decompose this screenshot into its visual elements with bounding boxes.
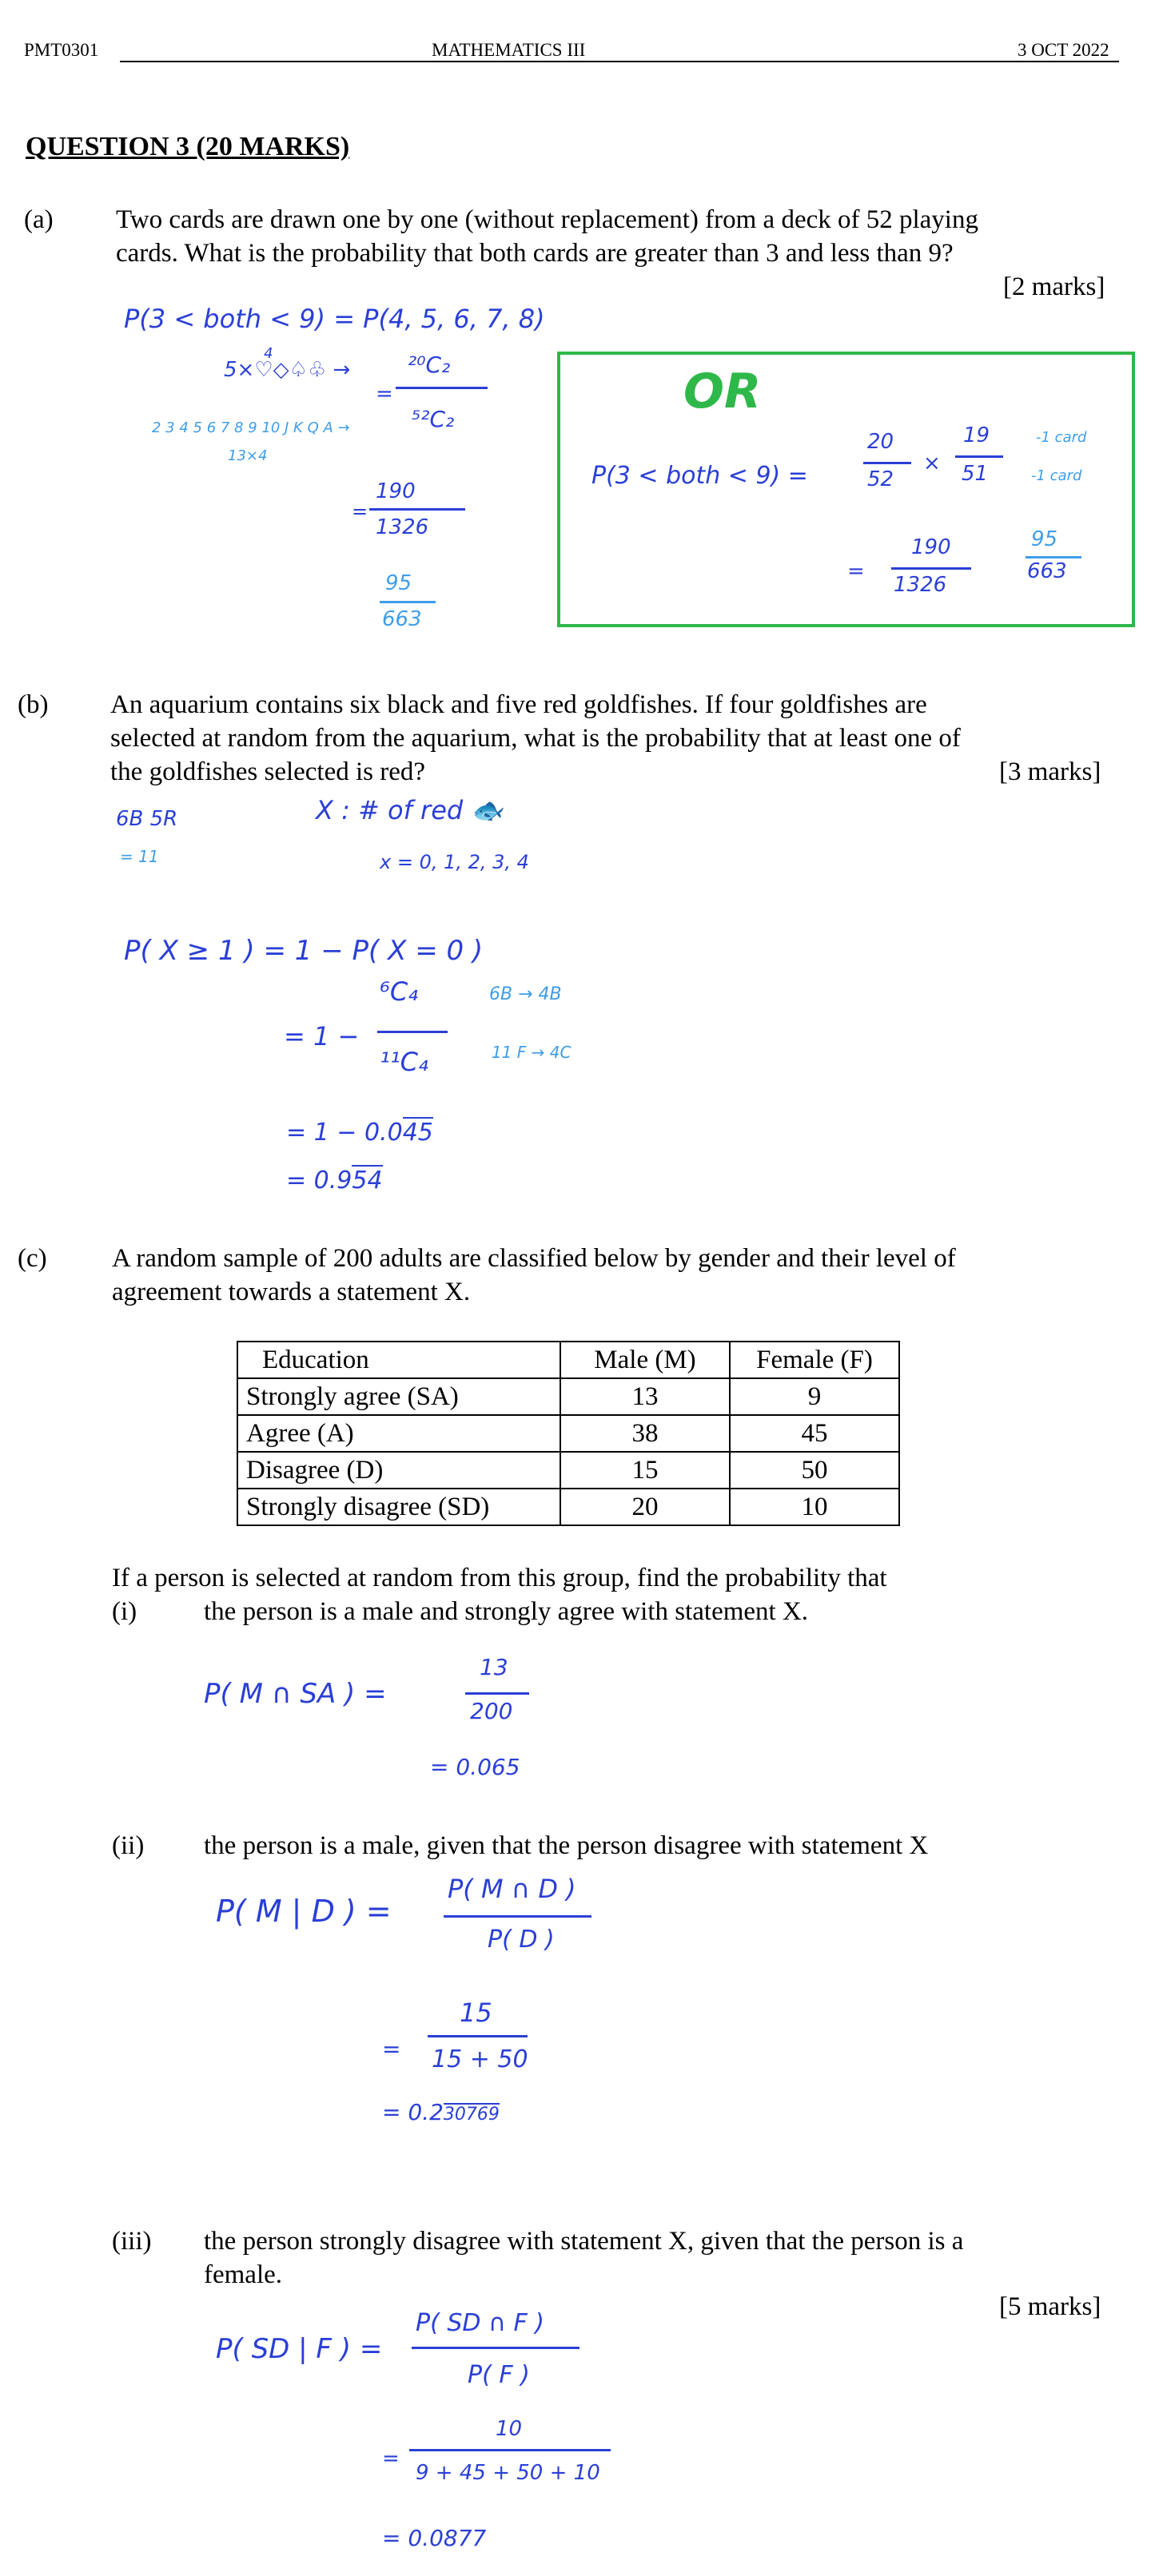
part-a-hand-suits: 5×♡◇♤♧ → [224,358,351,382]
part-c-iii-text-line2: female. [204,2260,283,2289]
part-c-ii-result-repeating: 30769 [443,2105,500,2125]
or-title: OR [683,364,762,419]
part-b-hand-xvals: x = 0, 1, 2, 3, 4 [380,851,529,873]
part-a-frac-bar-3 [380,601,436,603]
or-times: × [923,451,941,475]
survey-table [237,1341,900,1526]
part-c-i-text: the person is a male and strongly agree with statement X. [204,1597,809,1626]
part-a-hand-num95: 95 [385,571,412,595]
part-c-ii-result [382,2099,500,2125]
part-b-text-line1: An aquarium contains six black and five red goldfishes. If four goldfishes are [110,690,927,719]
part-b-hand-one-minus: = 1 − [284,1021,360,1051]
part-a-hand-eq2: = [352,500,368,523]
or-eq: = [847,559,865,583]
part-a-hand-c52: ⁵²C₂ [412,406,455,432]
table-cell: 20 [560,1489,730,1525]
part-b-hand-step2 [286,1119,433,1147]
part-c-iii-num2: 10 [496,2417,523,2441]
part-a-text-line1: Two cards are drawn one by one (without replacement) from a deck of 52 playing [116,205,978,234]
part-b-hand-num: ⁶C₄ [380,976,418,1007]
part-b-step2-prefix: = 1 − 0.0 [286,1119,403,1147]
part-a-text-line2: cards. What is the probability that both cards are greater than 3 and less than 9? [116,239,954,268]
table-cell: Disagree (D) [237,1452,560,1489]
part-b-hand-given: 6B 5R [116,807,178,831]
part-c-i-frac-bar [465,1692,529,1695]
part-c-iii-frac-bar-2 [409,2449,611,2451]
part-b-step2-repeating: 45 [402,1119,433,1147]
part-a-hand-den663: 663 [382,607,422,631]
part-b-step3-prefix: = 0.9 [286,1167,352,1195]
or-d4: 663 [1027,559,1067,583]
part-c-i-result: = 0.065 [430,1754,520,1780]
or-n2: 19 [963,423,990,447]
part-a-hand-ranks2: 13×4 [228,447,268,464]
part-c-i-lhs: P( M ∩ SA ) = [204,1678,387,1710]
table-header-cell: Education [237,1342,560,1378]
table-row [237,1378,899,1415]
part-c-iii-text-line1: the person strongly disagree with statement X, given that the person is a [204,2227,964,2256]
part-c-intro: If a person is selected at random from this group, find the probability that [112,1564,887,1592]
part-b-marks: [3 marks] [999,757,1101,786]
part-b-hand-xdef: X : # of red 🐟 [316,795,504,825]
or-d1: 52 [867,467,894,491]
table-header-row [237,1342,899,1378]
part-c-iii-eq: = [382,2447,400,2471]
part-c-ii-frac-bar [444,1915,591,1918]
part-a-hand-eq1: P(3 < both < 9) = P(4, 5, 6, 7, 8) [124,304,545,334]
subject-title: MATHEMATICS III [432,40,586,60]
part-c-iii-den: P( F ) [468,2361,530,2389]
table-row [237,1452,899,1489]
table-cell: 10 [730,1489,899,1525]
part-c-ii-label: (ii) [112,1831,145,1860]
or-frac-bar-4 [1026,556,1081,559]
table-cell: Strongly agree (SA) [237,1378,560,1415]
table-cell: Agree (A) [237,1415,560,1452]
part-c-iii-result: = 0.0877 [382,2525,487,2551]
part-b-frac-bar [377,1031,448,1033]
table-cell: 15 [560,1452,730,1489]
part-c-text-line1: A random sample of 200 adults are classified below by gender and their level of [112,1244,956,1273]
part-b-text-line2: selected at random from the aquarium, what is the probability that at least one of [110,724,961,753]
part-c-ii-num: P( M ∩ D ) [448,1874,576,1904]
part-a-hand-c20: ²⁰C₂ [408,352,451,378]
part-c-iii-label: (iii) [112,2227,152,2256]
part-c-iii-frac-bar [412,2347,579,2349]
table-cell: 9 [730,1378,899,1415]
part-c-ii-num2: 15 [460,1998,492,2028]
part-c-ii-den2: 15 + 50 [432,2045,528,2073]
part-c-i-label: (i) [112,1597,137,1626]
part-a-hand-ranks: 2 3 4 5 6 7 8 9 10 J K Q A → [152,419,350,436]
part-b-hand-eq1: P( X ≥ 1 ) = 1 − P( X = 0 ) [124,935,484,967]
part-c-ii-den: P( D ) [488,1926,555,1954]
or-frac-bar-2 [955,455,1003,458]
table-cell: Strongly disagree (SD) [237,1489,560,1525]
table-cell: 38 [560,1415,730,1452]
table-cell: 50 [730,1452,899,1489]
or-n3: 190 [911,535,951,559]
part-b-hand-step3 [286,1167,383,1195]
table-header-cell: Female (F) [730,1342,899,1378]
part-a-frac-bar-2 [369,508,465,511]
part-a-label: (a) [24,205,54,234]
or-n1: 20 [867,430,894,454]
part-c-iii-lhs: P( SD | F ) = [216,2333,383,2365]
part-b-label: (b) [18,690,49,719]
table-cell: 13 [560,1378,730,1415]
part-c-i-den: 200 [470,1698,513,1724]
or-frac-bar-3 [891,567,971,570]
table-cell: 45 [730,1415,899,1452]
part-c-iii-den2: 9 + 45 + 50 + 10 [416,2461,600,2485]
part-c-text-line2: agreement towards a statement X. [112,1278,471,1306]
part-c-ii-text: the person is a male, given that the person disagree with statement X [204,1831,929,1860]
part-b-text-line3: the goldfishes selected is red? [110,757,426,786]
part-a-hand-eqsign: = [376,382,393,406]
part-c-label: (c) [18,1244,47,1273]
or-d2: 51 [962,462,989,486]
or-d3: 1326 [894,573,947,597]
part-c-ii-frac-bar-2 [428,2035,528,2037]
part-c-i-num: 13 [480,1654,508,1680]
question-title: QUESTION 3 (20 MARKS) [26,132,350,161]
part-c-iii-num: P( SD ∩ F ) [416,2309,545,2337]
part-a-frac-bar-1 [396,387,488,389]
part-b-hand-den: ¹¹C₄ [380,1047,428,1077]
exam-date: 3 OCT 2022 [1018,40,1109,60]
part-c-ii-result-prefix: = 0.2 [382,2099,444,2125]
table-row [237,1415,899,1452]
part-b-hand-note2: 11 F → 4C [492,1043,572,1062]
or-note2: -1 card [1031,467,1082,484]
part-a-hand-den1326: 1326 [376,515,429,539]
part-b-hand-total: = 11 [120,847,159,866]
part-c-ii-eq: = [382,2036,401,2062]
or-note1: -1 card [1036,429,1087,446]
part-b-hand-note1: 6B → 4B [489,984,562,1004]
part-c-marks: [5 marks] [999,2292,1101,2321]
or-frac-bar-1 [863,462,911,464]
or-lhs: P(3 < both < 9) = [591,462,808,490]
table-header-cell: Male (M) [560,1342,730,1378]
part-b-step3-repeating: 54 [352,1167,383,1195]
part-c-ii-lhs: P( M | D ) = [216,1894,392,1929]
part-a-hand-num190: 190 [376,479,416,503]
table-row [237,1489,899,1525]
header-rule [120,61,1119,62]
or-n4: 95 [1031,527,1058,551]
part-a-marks: [2 marks] [1003,272,1105,301]
course-code: PMT0301 [24,40,99,60]
part-a-hand-four: 4 [264,345,273,362]
